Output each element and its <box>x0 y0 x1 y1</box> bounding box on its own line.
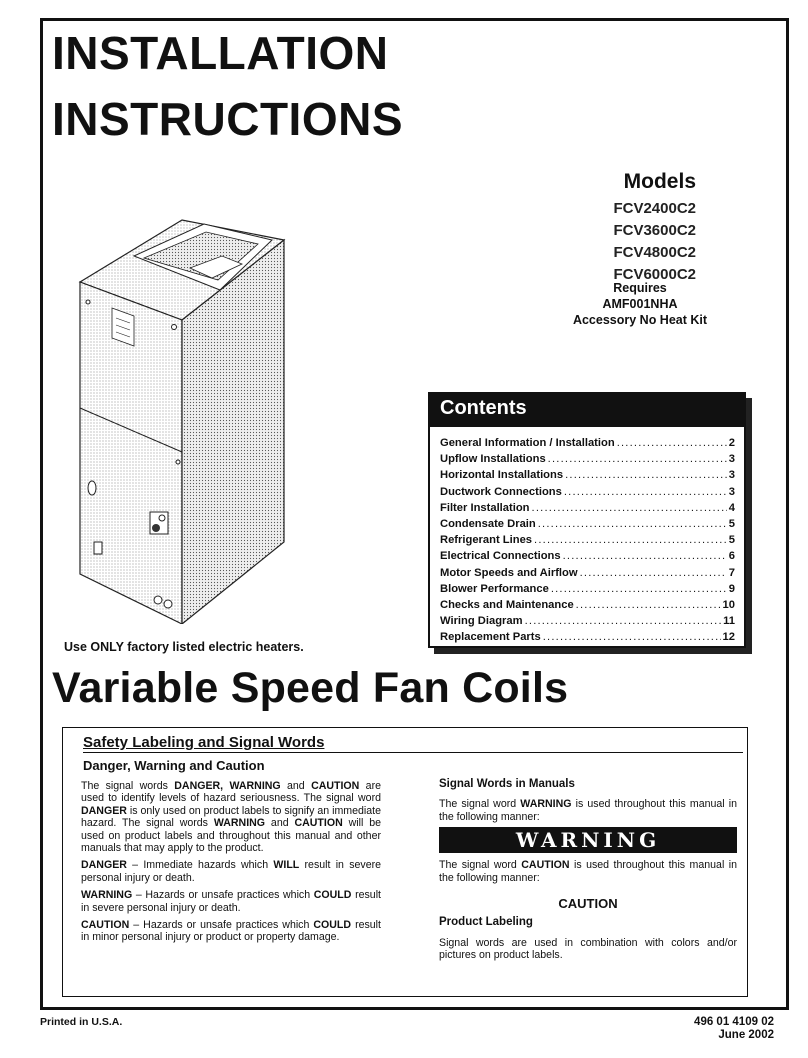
toc-item-label: Horizontal Installations <box>440 469 564 482</box>
toc-item-label: Blower Performance <box>440 582 549 595</box>
caution-usage-text: The signal word CAUTION is used throughout this manual in the following manner: <box>439 859 737 884</box>
toc-item-label: Filter Installation <box>440 501 530 514</box>
toc-item[interactable] <box>440 435 735 451</box>
toc-item-page: 10 <box>722 599 735 612</box>
toc-item-page: 9 <box>728 582 735 595</box>
toc-item-page: 2 <box>728 437 735 449</box>
product-title: Variable Speed Fan Coils <box>52 664 569 712</box>
model-item: FCV4800C2 <box>613 244 696 261</box>
document-number: 496 01 4109 02 <box>694 1016 774 1028</box>
safety-heading: Safety Labeling and Signal Words <box>83 734 743 753</box>
toc-item-label: Motor Speeds and Airflow <box>440 566 578 579</box>
model-item: FCV2400C2 <box>613 200 696 217</box>
toc-item-page: 7 <box>728 566 735 579</box>
toc-item-page: 5 <box>728 534 735 547</box>
caution-label: CAUTION <box>558 896 618 912</box>
title-line-2: INSTRUCTIONS <box>52 93 403 145</box>
caution-definition: CAUTION – Hazards or unsafe practices which COULD result in minor personal injury or product or property damage. <box>81 919 381 944</box>
toc-item[interactable] <box>440 565 735 581</box>
document-info <box>694 1016 774 1042</box>
toc-item-page: 11 <box>723 615 735 628</box>
toc-item[interactable] <box>440 532 735 548</box>
toc-item-page: 4 <box>728 501 735 514</box>
toc-item[interactable] <box>440 613 735 629</box>
toc-item-page: 6 <box>728 550 735 563</box>
toc-item-page: 12 <box>722 631 735 644</box>
printed-in: Printed in U.S.A. <box>40 1016 123 1028</box>
toc-item[interactable] <box>440 516 735 532</box>
toc-item-label: General Information / Installation <box>440 437 615 449</box>
product-labeling-text: Signal words are used in combination with colors and/or pictures on product labels. <box>439 936 737 962</box>
toc-item-label: Condensate Drain <box>440 518 536 531</box>
toc-item[interactable] <box>440 597 735 613</box>
kit-description: Accessory No Heat Kit <box>572 313 708 327</box>
contents-list <box>430 435 744 646</box>
toc-item-label: Refrigerant Lines <box>440 534 533 547</box>
toc-item[interactable] <box>440 484 735 500</box>
requires-label: Requires <box>613 281 667 295</box>
document-date: June 2002 <box>718 1029 774 1041</box>
safety-section <box>62 727 748 997</box>
toc-item-page: 3 <box>728 453 735 466</box>
title-line-1: INSTALLATION <box>52 27 389 79</box>
contents-heading: Contents <box>430 394 744 427</box>
signal-words-paragraph: The signal words DANGER, WARNING and CAUTION are used to identify levels of hazard seriousness. The signal word DANGER is only used on product labels to signify an immediate hazard. The signal words WARNING and CAUTION will be used on product labels and throughout this manual and other manuals that may apply to the product. <box>81 780 381 855</box>
signal-words-description <box>81 780 381 949</box>
model-item: FCV6000C2 <box>613 266 696 283</box>
fan-coil-unit-illustration <box>72 212 332 624</box>
toc-item[interactable] <box>440 548 735 564</box>
contents-box <box>428 392 746 648</box>
danger-definition: DANGER – Immediate hazards which WILL result in severe personal injury or death. <box>81 859 382 884</box>
kit-part-number: AMF001NHA <box>602 297 678 311</box>
toc-item-label: Checks and Maintenance <box>440 599 574 612</box>
signal-words-manuals <box>439 778 737 962</box>
product-labeling-heading: Product Labeling <box>439 916 533 929</box>
toc-item-label: Wiring Diagram <box>440 615 523 628</box>
toc-item-page: 3 <box>728 469 735 482</box>
toc-item[interactable] <box>440 500 735 516</box>
toc-item-label: Ductwork Connections <box>440 485 562 498</box>
warning-label: WARNING <box>439 827 737 853</box>
toc-item-page: 5 <box>728 518 735 531</box>
toc-item-label: Electrical Connections <box>440 550 561 563</box>
models-block <box>613 170 696 286</box>
heater-notice: Use ONLY factory listed electric heaters. <box>64 640 304 654</box>
warning-definition: WARNING – Hazards or unsafe practices which COULD result in severe personal injury or death. <box>81 889 381 914</box>
toc-item-label: Replacement Parts <box>440 631 541 644</box>
toc-item[interactable] <box>440 629 735 645</box>
toc-item-page: 3 <box>728 485 735 498</box>
model-item: FCV3600C2 <box>613 222 696 239</box>
models-heading: Models <box>623 170 696 193</box>
warning-usage-text: The signal word WARNING is used throughout this manual in the following manner: <box>439 798 737 823</box>
toc-item[interactable] <box>440 467 735 483</box>
signal-words-manuals-heading: Signal Words in Manuals <box>439 778 575 790</box>
toc-item[interactable] <box>440 581 735 597</box>
requires-block <box>540 280 740 328</box>
safety-subheading: Danger, Warning and Caution <box>83 758 265 773</box>
toc-item-label: Upflow Installations <box>440 453 546 466</box>
toc-item[interactable] <box>440 451 735 467</box>
